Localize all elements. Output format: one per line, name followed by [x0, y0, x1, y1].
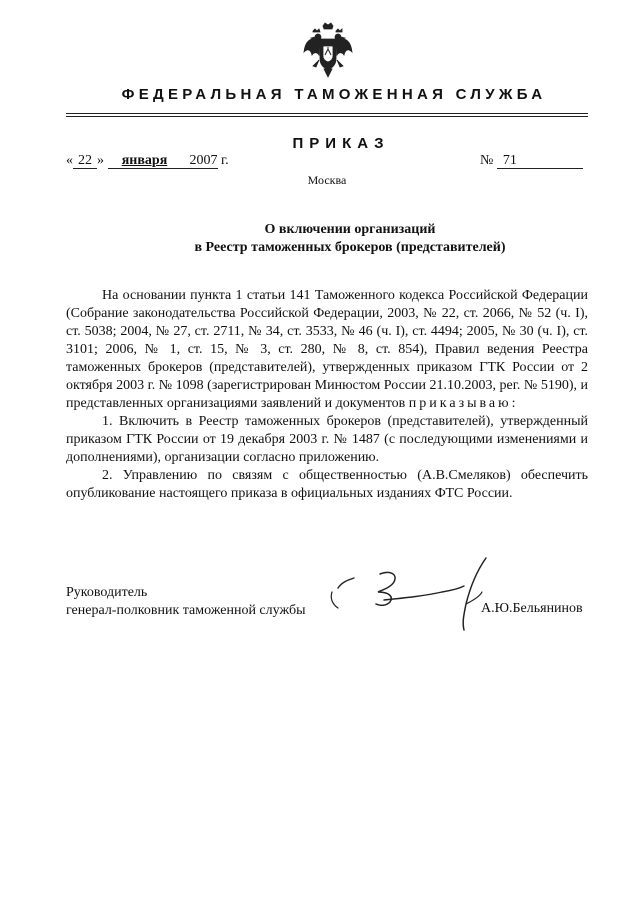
date-open-quote: «	[66, 153, 73, 168]
number-value: 71	[497, 153, 583, 169]
title-line-2: в Реестр таможенных брокеров (представителей)	[194, 240, 506, 255]
order-item-2: 2. Управлению по связям с общественностью (А.В.Смеляков) обеспечить опубликование настоящего приказа в официальных изданиях ФТС России.	[66, 468, 588, 501]
order-item-1: 1. Включить в Реестр таможенных брокеров (представителей), утвержденный приказом ГТК России от 19 декабря 2003 г. № 1487 (с последующими изменениями и дополнениями), организации согласно приложению.	[66, 414, 588, 465]
signatory-position	[66, 584, 305, 620]
preamble-paragraph	[66, 287, 588, 413]
signatory-name: А.Ю.Бельянинов	[481, 601, 583, 616]
order-city: Москва	[307, 173, 347, 187]
preamble-command: приказываю	[408, 396, 512, 411]
date-month: января	[108, 153, 182, 169]
date-year-suffix: г.	[221, 153, 229, 168]
agency-name: ФЕДЕРАЛЬНАЯ ТАМОЖЕННАЯ СЛУЖБА	[121, 86, 547, 103]
header-rule	[66, 113, 588, 114]
preamble-text: На основании пункта 1 статьи 141 Таможенного кодекса Российской Федерации (Собрание законодательства Российской Федерации, 2003, № 22, ст. 2066, № 52 (ч. I), ст. 5038; 2004, № 27, ст. 2711, № 34, ст. 3533, № 46 (ч. I), ст. 4494; 2005, № 30 (ч. I), ст. 3101; 2006, № 1, ст. 15, № 3, ст. 280, № 8, ст. 854), Правил ведения Реестра таможенных брокеров (представителей), утвержденных приказом ГТК России от 2 октября 2003 г. № 1098 (зарегистрирован Минюстом России 21.10.2003, рег. № 5190), и представленных организациями заявлений и документов	[66, 288, 588, 411]
coat-of-arms-icon	[302, 22, 354, 78]
title-line-1: О включении организаций	[264, 222, 436, 237]
header-rule	[66, 116, 588, 117]
order-number	[480, 153, 583, 169]
position-line-1: Руководитель	[66, 585, 148, 600]
number-label: №	[480, 153, 494, 168]
order-body	[66, 287, 588, 503]
order-title	[60, 221, 640, 257]
date-close-quote: »	[97, 153, 104, 168]
date-year: 2007	[182, 153, 218, 169]
position-line-2: генерал-полковник таможенной службы	[66, 603, 306, 618]
date-day: 22	[73, 153, 97, 169]
handwritten-signature-icon	[324, 552, 504, 642]
order-date	[66, 153, 229, 169]
document-type: ПРИКАЗ	[292, 135, 390, 152]
preamble-end: :	[511, 396, 516, 411]
